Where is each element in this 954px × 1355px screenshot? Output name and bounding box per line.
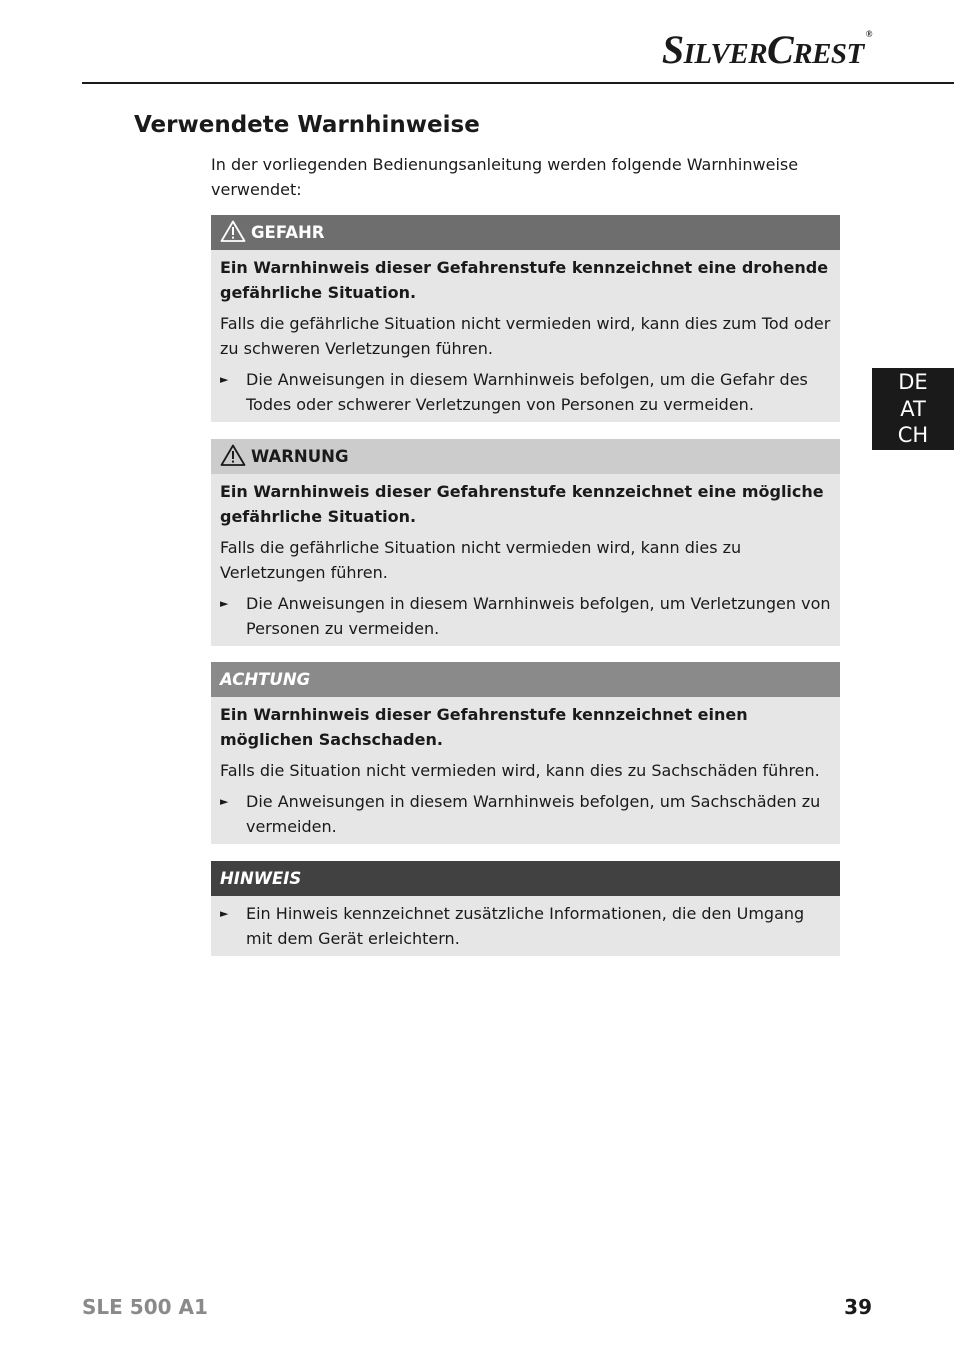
lang-de: DE [898,370,928,395]
hinweis-box [211,861,840,956]
gefahr-box [211,215,840,422]
achtung-label: ACHTUNG [220,670,311,689]
footer-model: SLE 500 A1 [82,1295,208,1319]
achtung-box [211,662,840,844]
triangle-right-icon: ► [220,597,229,610]
achtung-bullet-text: Die Anweisungen in diesem Warnhinweis befolgen, um Sachschäden zu vermeiden. [246,792,821,836]
warnung-text: Falls die gefährliche Situation nicht vermieden wird, kann dies zu Verletzungen führen. [220,538,742,582]
hinweis-bullet-text: Ein Hinweis kennzeichnet zusätzliche Informationen, die den Umgang mit dem Gerät erleichtern. [246,904,805,948]
intro-text: In der vorliegenden Bedienungsanleitung werden folgende Warnhinweise verwendet: [211,155,799,199]
warnung-header [211,439,840,474]
warning-triangle-icon [220,220,246,242]
lang-at: AT [900,396,926,421]
list-item [220,591,831,641]
list-item [220,367,831,417]
list-item [220,789,831,839]
gefahr-header [211,215,840,250]
warnung-label: WARNUNG [251,447,349,466]
gefahr-text: Falls die gefährliche Situation nicht vermieden wird, kann dies zum Tod oder zu schweren Verletzungen führen. [220,314,831,358]
page-number: 39 [844,1295,872,1319]
triangle-right-icon: ► [220,907,229,920]
page-title: Verwendete Warnhinweise [134,112,480,138]
achtung-text: Falls die Situation nicht vermieden wird, kann dies zu Sachschäden führen. [220,761,820,780]
hinweis-label: HINWEIS [220,869,302,888]
gefahr-bullet-text: Die Anweisungen in diesem Warnhinweis befolgen, um die Gefahr des Todes oder schwerer Verletzungen von Personen zu vermeiden. [246,370,808,414]
triangle-right-icon: ► [220,795,229,808]
silvercrest-logo: SILVERCREST® [661,27,872,72]
gefahr-lead: Ein Warnhinweis dieser Gefahrenstufe kennzeichnet eine drohende gefährliche Situation. [220,258,829,302]
header-rule [82,82,954,84]
warnung-bullet-text: Die Anweisungen in diesem Warnhinweis befolgen, um Verletzungen von Personen zu vermeiden. [246,594,831,638]
triangle-right-icon: ► [220,373,229,386]
list-item [220,901,831,951]
achtung-lead: Ein Warnhinweis dieser Gefahrenstufe kennzeichnet einen möglichen Sachschaden. [220,705,748,749]
warning-triangle-icon [220,444,246,466]
hinweis-header [211,861,840,896]
language-tab [872,368,954,450]
warnung-lead: Ein Warnhinweis dieser Gefahrenstufe kennzeichnet eine mögliche gefährliche Situation. [220,482,824,526]
warnung-box [211,439,840,646]
achtung-header [211,662,840,697]
lang-ch: CH [897,423,929,448]
gefahr-label: GEFAHR [251,223,325,242]
